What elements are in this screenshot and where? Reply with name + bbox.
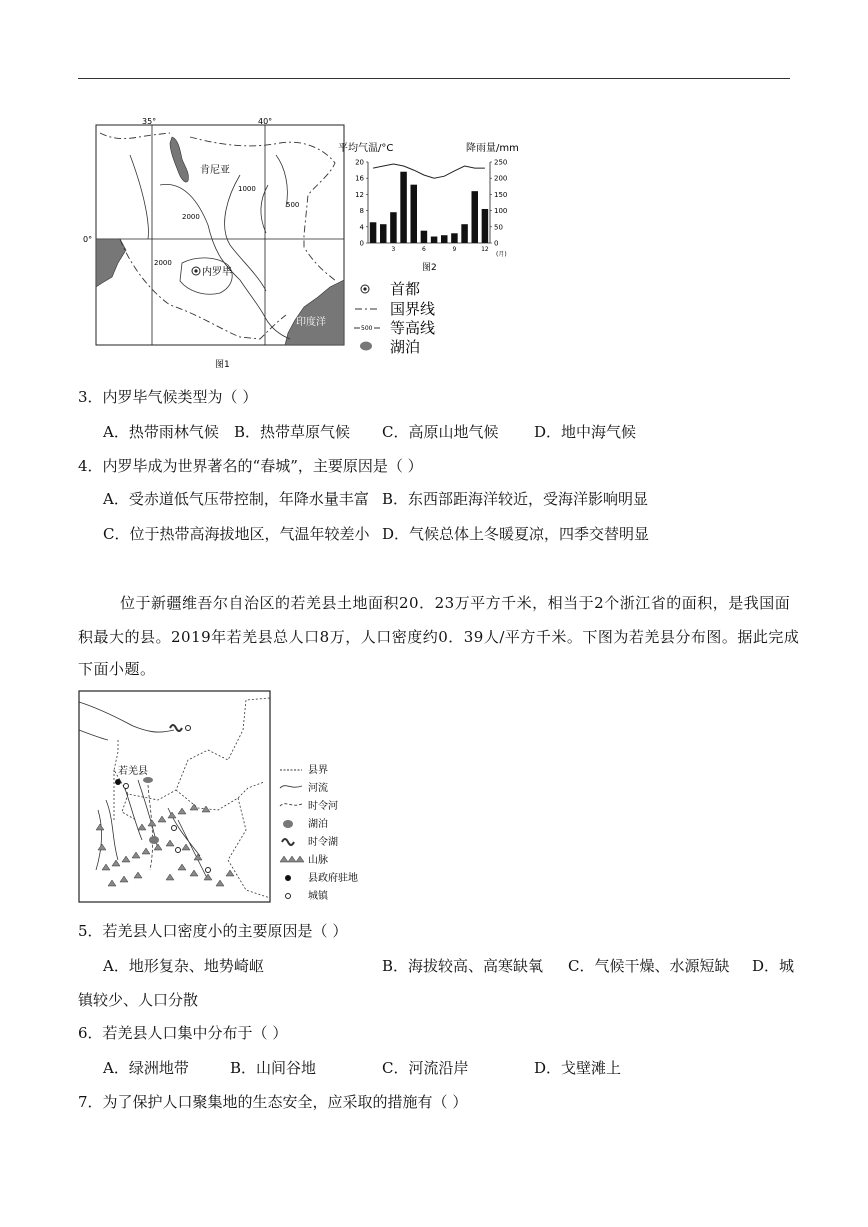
lat-label-0: 0° (83, 235, 93, 244)
q6-stem: 6．若羌县人口集中分布于（ ） (78, 1024, 288, 1042)
q5-option-c[interactable]: C．气候干燥、水源短缺 (568, 957, 730, 975)
lake-icon (283, 820, 293, 828)
legend-contour: 等高线 (390, 319, 436, 337)
q4-stem: 4．内罗毕成为世界著名的“春城”，主要原因是（ ） (78, 457, 423, 475)
q5-option-b[interactable]: B．海拔较高、高寒缺氧 (382, 957, 544, 975)
contour-label-2000a: 2000 (182, 213, 200, 221)
map-legend (352, 278, 472, 360)
rain-bar (461, 224, 468, 243)
rain-bar (410, 185, 417, 243)
legend-county-seat: 县政府驻地 (308, 873, 358, 884)
nairobi-label: 内罗毕 (202, 267, 232, 278)
kenya-label: 肯尼亚 (200, 165, 230, 176)
rain-bar (390, 212, 397, 243)
q4-option-b[interactable]: B．东西部距海洋较近，受海洋影响明显 (382, 490, 649, 508)
temperature-line (373, 164, 485, 178)
q5-option-d-continued[interactable]: 镇较少、人口分散 (78, 991, 199, 1009)
legend-capital: 首都 (390, 280, 421, 298)
legend-lake: 湖泊 (390, 338, 421, 356)
passage-line-2: 积最大的县。2019年若羌县总人口8万，人口密度约0．39人/平方千米。下图为若羌县分布图。据此完成 (78, 628, 800, 646)
rain-tick-label: 200 (494, 174, 508, 183)
ylabel-rain: 降雨量/mm (466, 143, 519, 154)
seasonal-river-icon (280, 804, 302, 806)
q4-option-d[interactable]: D．气候总体上冬暖夏凉，四季交替明显 (382, 525, 650, 543)
q4-option-c[interactable]: C．位于热带高海拔地区，气温年较差小 (103, 525, 370, 543)
month-tick-label: 3 (391, 246, 396, 253)
ylabel-temp: 平均气温/°C (338, 143, 394, 154)
town-icon (286, 894, 291, 899)
q3-option-c[interactable]: C．高原山地气候 (382, 423, 499, 441)
month-tick-label: 9 (452, 246, 457, 253)
rain-tick-label: 50 (494, 223, 503, 232)
contour-label-2000b: 2000 (154, 259, 172, 267)
q6-option-d[interactable]: D．戈壁滩上 (534, 1059, 622, 1077)
passage-line-1: 位于新疆维吾尔自治区的若羌县土地面积20．23万平方千米，相当于2个浙江省的面积，是我国面 (120, 594, 791, 612)
ruoqiang-legend (276, 762, 386, 908)
rain-bar (482, 209, 489, 243)
rain-bar (441, 235, 448, 243)
q3-stem: 3．内罗毕气候类型为（ ） (78, 388, 258, 406)
figure1-caption: 图1 (215, 360, 230, 370)
seasonal-lake-icon (282, 839, 294, 845)
legend-border: 国界线 (390, 300, 436, 318)
month-tick-label: 6 (422, 246, 426, 253)
q6-option-c[interactable]: C．河流沿岸 (382, 1059, 469, 1077)
lon-label-35: 35° (142, 117, 157, 126)
ocean-label: 印度洋 (296, 317, 326, 328)
lon-label-40: 40° (258, 117, 273, 126)
q3-option-b[interactable]: B．热带草原气候 (234, 423, 351, 441)
river-icon (280, 786, 302, 788)
q5-option-d[interactable]: D．城 (752, 957, 795, 975)
temp-tick-label: 4 (359, 223, 364, 232)
legend-county-border: 县界 (308, 765, 328, 776)
q6-option-a[interactable]: A．绿洲地带 (103, 1059, 189, 1077)
kenya-map (83, 115, 350, 375)
legend-mountain: 山脉 (308, 855, 328, 866)
temp-tick-label: 12 (355, 190, 364, 199)
rain-tick-label: 0 (494, 239, 499, 248)
legend-town: 城镇 (308, 891, 328, 902)
ruoqiang-map (78, 690, 273, 905)
contour-value-label: 500 (361, 325, 373, 332)
mountain-icon (280, 856, 304, 862)
q3-option-d[interactable]: D．地中海气候 (534, 423, 637, 441)
q5-stem: 5．若羌县人口密度小的主要原因是（ ） (78, 922, 348, 940)
legend-seasonal-lake: 时令湖 (308, 837, 338, 848)
rain-tick-label: 250 (494, 158, 508, 167)
rain-tick-label: 150 (494, 190, 508, 199)
q6-option-b[interactable]: B．山间谷地 (230, 1059, 317, 1077)
contour-label-1000: 1000 (238, 185, 256, 193)
month-tick-label: 12 (481, 246, 489, 253)
temp-tick-label: 0 (359, 239, 364, 248)
q7-stem: 7．为了保护人口聚集地的生态安全，应采取的措施有（ ） (78, 1093, 468, 1111)
q5-option-a[interactable]: A．地形复杂、地势崎岖 (103, 957, 264, 975)
rain-bar (451, 233, 458, 243)
legend-seasonal-river: 时令河 (308, 801, 338, 812)
county-seat-label: 若羌县 (118, 766, 148, 777)
climate-chart (338, 140, 528, 275)
lake-symbol-icon (360, 342, 372, 351)
rain-bar (400, 172, 407, 243)
rain-bar (380, 224, 387, 243)
legend-lake2: 湖泊 (308, 819, 328, 830)
county-seat-icon (285, 875, 291, 881)
q4-option-a[interactable]: A．受赤道低气压带控制，年降水量丰富 (103, 490, 369, 508)
passage-line-3: 下面小题。 (78, 660, 156, 678)
xunit-label: (月) (496, 251, 507, 258)
rain-bar (431, 237, 438, 243)
rain-tick-label: 100 (494, 207, 508, 216)
rain-bar (421, 231, 428, 243)
figure2-caption: 图2 (422, 263, 437, 273)
temp-tick-label: 8 (359, 207, 364, 216)
q3-option-a[interactable]: A．热带雨林气候 (103, 423, 219, 441)
rain-bar (471, 191, 478, 243)
rain-bar (370, 222, 377, 243)
header-rule (78, 78, 790, 79)
temp-tick-label: 16 (355, 174, 364, 183)
temp-tick-label: 20 (355, 158, 364, 167)
legend-river: 河流 (308, 783, 328, 794)
contour-label-500: 500 (286, 201, 300, 209)
